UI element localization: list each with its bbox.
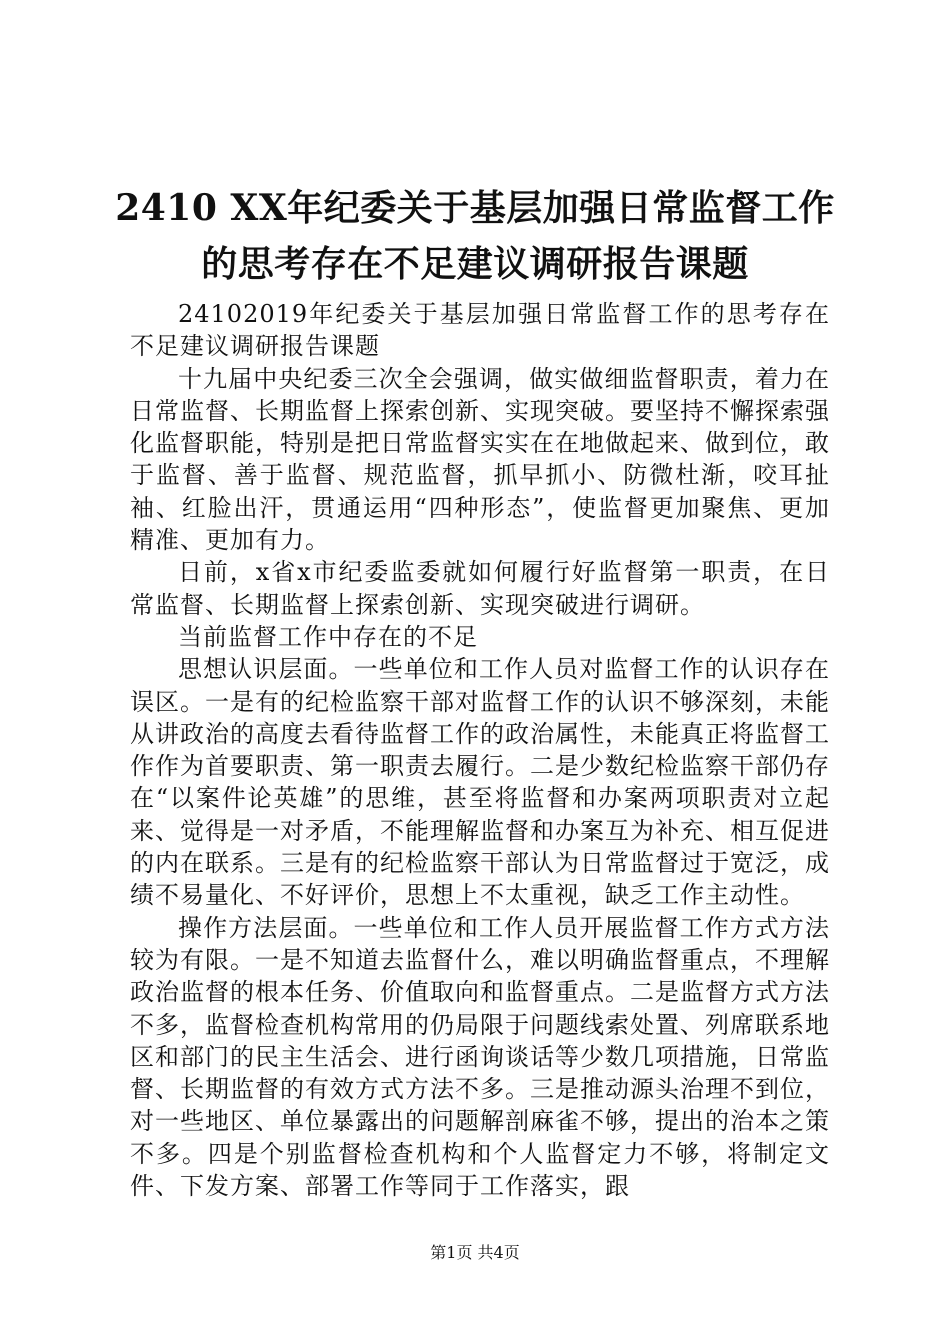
paragraph: 思想认识层面。一些单位和工作人员对监督工作的认识存在误区。一是有的纪检监察干部对监督工作的认识不够深刻，未能从讲政治的高度去看待监督工作的政治属性，未能真正将监督工作作为首要职责、第一职责去履行。二是少数纪检监察干部仍存在“以案件论英雄”的思维，甚至将监督和办案两项职责对立起来、觉得是一对矛盾，不能理解监督和办案互为补充、相互促进的内在联系。三是有的纪检监察干部认为日常监督过于宽泛，成绩不易量化、不好评价，思想上不太重视，缺乏工作主动性。 <box>130 655 830 910</box>
title-line-1: 2410 XX年纪委关于基层加强日常监督工作 <box>115 187 835 229</box>
paragraph: 十九届中央纪委三次全会强调，做实做细监督职责，着力在日常监督、长期监督上探索创新、实现突破。要坚持不懈探索强化监督职能，特别是把日常监督实实在在地做起来、做到位，敢于监督、善于监督、规范监督，抓早抓小、防微杜渐，咬耳扯袖、红脸出汗，贯通运用“四种形态”，使监督更加聚焦、更加精准、更加有力。 <box>130 364 830 555</box>
paragraph: 24102019年纪委关于基层加强日常监督工作的思考存在不足建议调研报告课题 <box>130 300 830 361</box>
document-body <box>130 298 830 1202</box>
section-heading: 当前监督工作中存在的不足 <box>178 622 478 651</box>
document-title <box>100 180 850 292</box>
paragraph: 操作方法层面。一些单位和工作人员开展监督工作方式方法较为有限。一是不知道去监督什么，难以明确监督重点，不理解政治监督的根本任务、价值取向和监督重点。二是监督方式方法不多，监督检查机构常用的仍局限于问题线索处置、列席联系地区和部门的民主生活会、进行函询谈话等少数几项措施，日常监督、长期监督的有效方式方法不多。三是推动源头治理不到位，对一些地区、单位暴露出的问题解剖麻雀不够，提出的治本之策不多。四是个别监督检查机构和个人监督定力不够，将制定文件、下发方案、部署工作等同于工作落实，跟 <box>130 913 830 1201</box>
title-line-2: 的思考存在不足建议调研报告课题 <box>201 243 749 285</box>
paragraph: 日前，x省x市纪委监委就如何履行好监督第一职责，在日常监督、长期监督上探索创新、实现突破进行调研。 <box>130 558 830 619</box>
page-footer: 第1页 共4页 <box>430 1243 520 1262</box>
